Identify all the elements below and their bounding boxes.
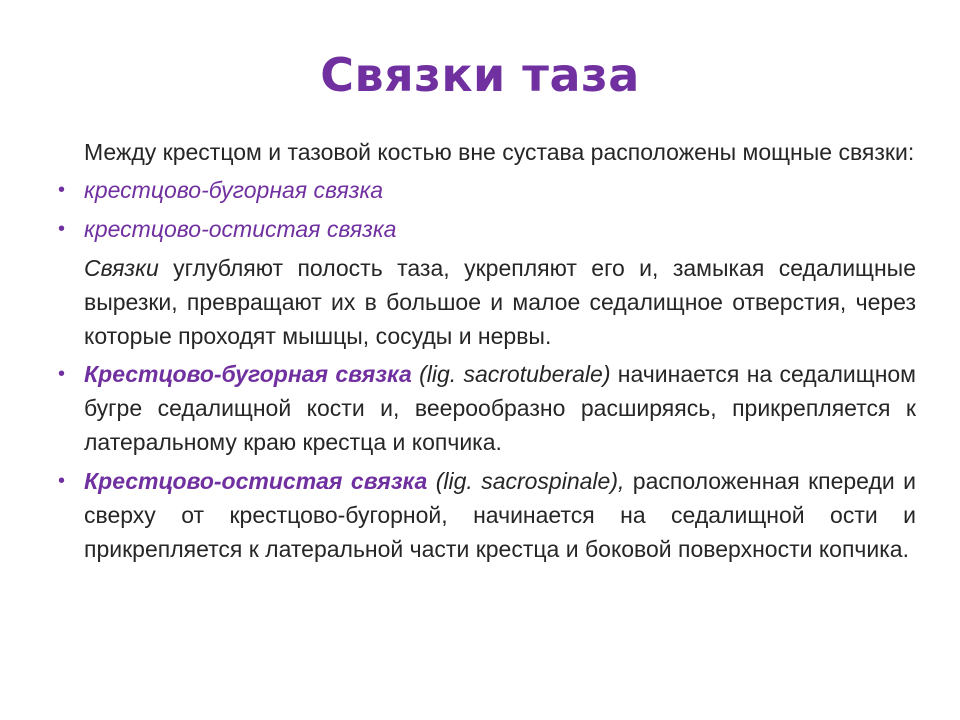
slide-title: Связки таза <box>320 48 640 102</box>
bullet-icon: • <box>58 218 66 240</box>
sacrospinous-term: Крестцово-остистая связка <box>84 468 428 494</box>
bullet-icon: • <box>58 363 66 385</box>
list-item-text: крестцово-бугорная связка <box>84 177 384 203</box>
sacrotuberous-latin: (lig. sacrotuberale) <box>411 361 611 387</box>
list-item <box>58 173 916 207</box>
sacrotuberous-text: начинается на седалищном бугре седалищной кости и, веерообразно расширяясь, прикрепляется к латеральному краю крестца и копчика. <box>84 361 916 455</box>
ligaments-lead-word: Связки <box>84 255 159 281</box>
list-item-text: крестцово-остистая связка <box>84 216 397 242</box>
ligaments-function-text: углубляют полость таза, укрепляют его и, замыкая седалищные вырезки, превращают их в большое и малое седалищное отверстия, через которые проходят мышцы, сосуды и нервы. <box>84 255 916 349</box>
bullet-icon: • <box>58 470 66 492</box>
ligaments-function-paragraph <box>84 251 916 353</box>
sacrospinous-detail-item <box>58 464 916 566</box>
intro-paragraph: Между крестцом и тазовой костью вне сустава расположены мощные связки: <box>84 139 915 165</box>
bullet-icon: • <box>58 179 66 201</box>
sacrotuberous-term: Крестцово-бугорная связка <box>84 361 412 387</box>
list-item <box>58 212 916 246</box>
sacrospinous-latin: (lig. sacrospinale), <box>427 468 625 494</box>
sacrotuberous-detail-item <box>58 357 916 459</box>
slide-content <box>58 135 916 571</box>
sacrospinous-text: расположенная кпереди и сверху от крестцово-бугорной, начинается на седалищной ости и прикрепляется к латеральной части крестца и боковой поверхности копчика. <box>84 468 916 562</box>
